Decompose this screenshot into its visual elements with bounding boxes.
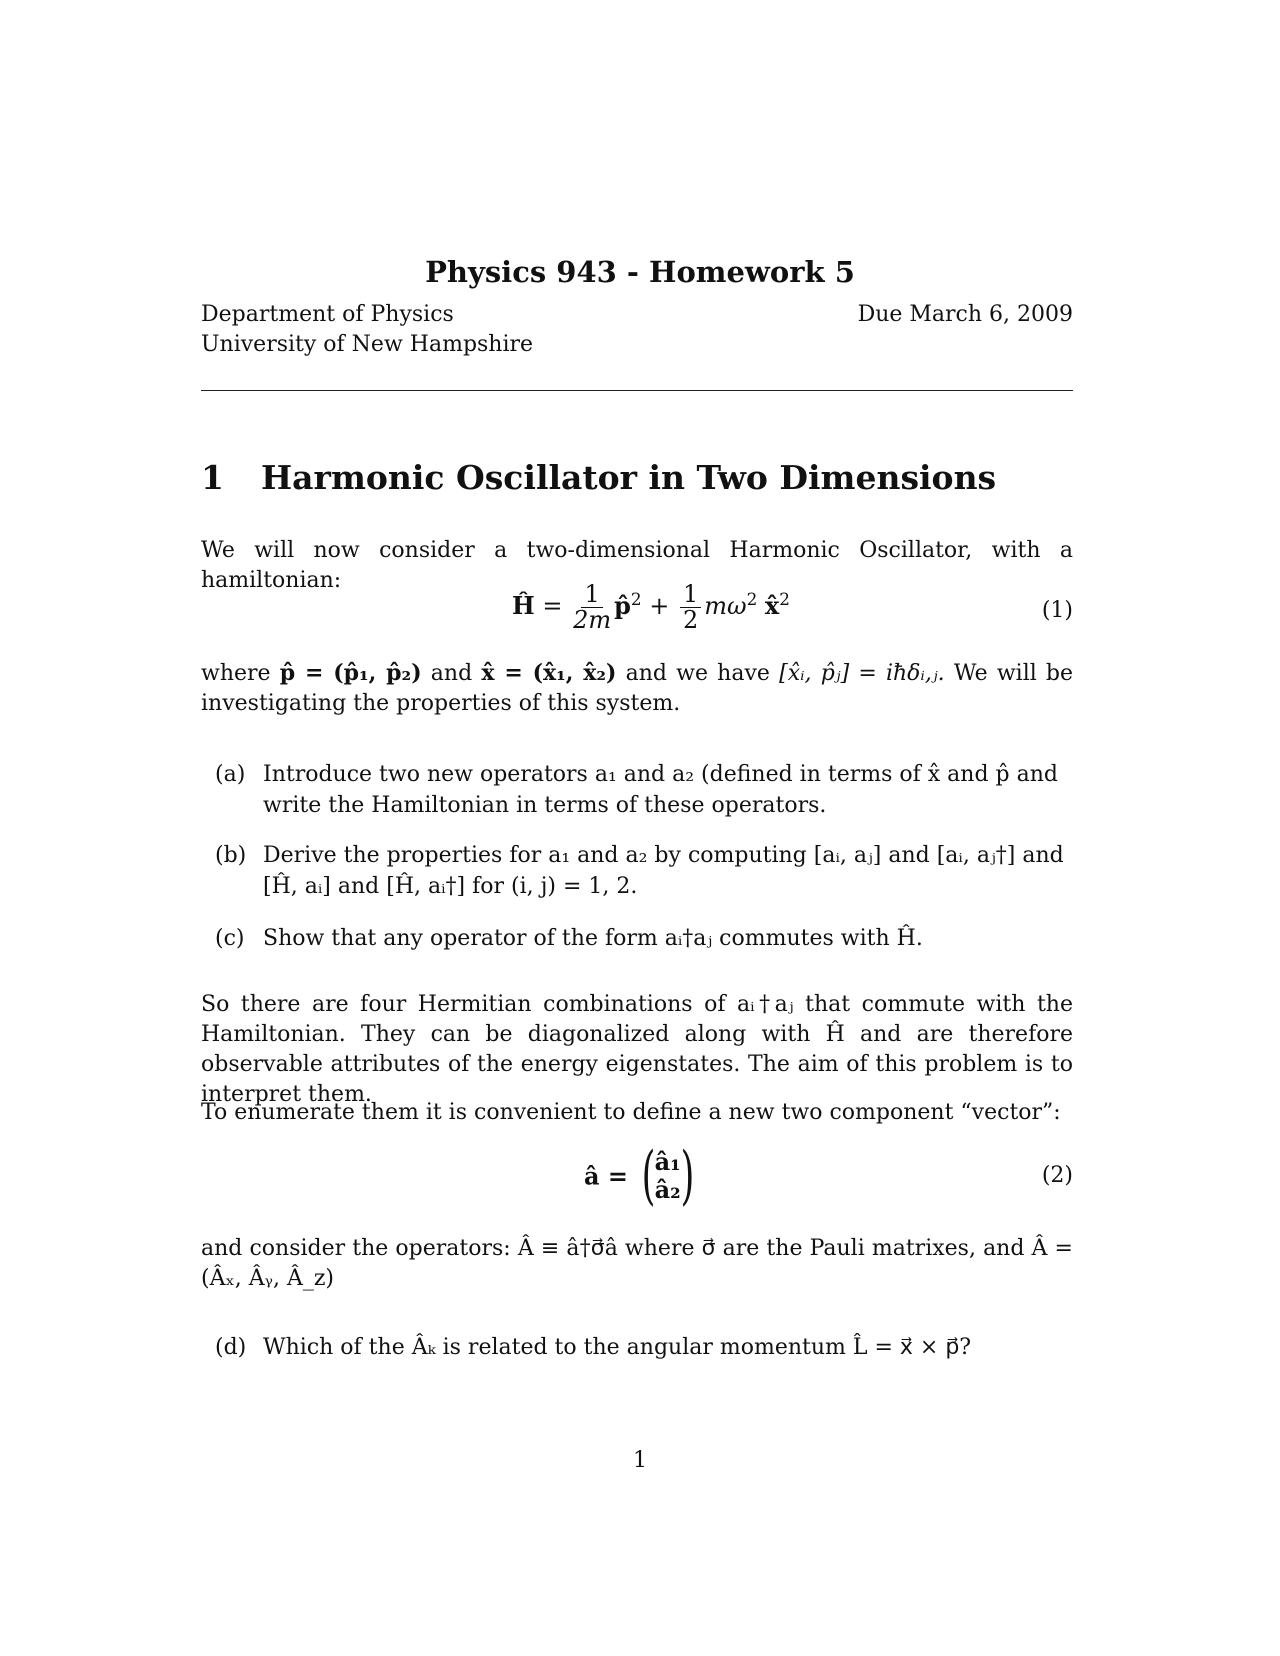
right-paren: ) bbox=[680, 1139, 695, 1213]
eq1-lhs: Ĥ bbox=[512, 591, 535, 621]
where-text-3: and we have bbox=[625, 661, 770, 686]
page-title: Physics 943 - Homework 5 bbox=[425, 255, 855, 289]
section-number: 1 bbox=[201, 458, 224, 497]
header-divider bbox=[201, 390, 1073, 391]
section-title: Harmonic Oscillator in Two Dimensions bbox=[261, 458, 997, 497]
where-text-2: and bbox=[430, 661, 473, 686]
item-text: Which of the Âₖ is related to the angular momentum L̂ = x⃗ × p⃗? bbox=[263, 1335, 972, 1360]
eq1-frac2-num: 1 bbox=[680, 582, 701, 608]
eq1-x-exponent: 2 bbox=[779, 589, 790, 610]
list-item bbox=[215, 1332, 1073, 1363]
item-label: (d) bbox=[215, 1335, 247, 1360]
where-text-4: We will be investigating the properties of this system. bbox=[201, 661, 1074, 716]
equation-2-number: (2) bbox=[1041, 1163, 1073, 1188]
item-label: (c) bbox=[215, 926, 245, 951]
eq2-column-vector bbox=[636, 1139, 700, 1213]
commutator-relation: [x̂ᵢ, p̂ⱼ] = iħδᵢ,ⱼ. bbox=[779, 661, 945, 686]
eq1-frac1-num: 1 bbox=[581, 582, 602, 608]
eq1-x-term: x̂ bbox=[764, 591, 780, 621]
equation-2 bbox=[584, 1139, 700, 1213]
item-label: (b) bbox=[215, 843, 247, 868]
university-label: University of New Hampshire bbox=[201, 332, 534, 357]
hermitian-paragraph: So there are four Hermitian combinations of aᵢ†aⱼ that commute with the Hamiltonian. They can be diagonalized along with Ĥ and are therefore observable attributes of the energy eigenstates. The aim of this problem is to interpret them. bbox=[201, 992, 1073, 1107]
left-paren: ( bbox=[641, 1139, 656, 1213]
eq1-fraction-1 bbox=[573, 582, 611, 633]
eq1-p-term: p̂ bbox=[614, 591, 631, 621]
department-label: Department of Physics bbox=[201, 302, 454, 327]
eq1-m-omega: mω bbox=[704, 592, 747, 621]
where-paragraph bbox=[201, 658, 1073, 719]
section-heading bbox=[201, 458, 996, 497]
page-number: 1 bbox=[633, 1448, 647, 1473]
p-definition: p̂ = (p̂₁, p̂₂) bbox=[279, 660, 422, 686]
equation-1 bbox=[512, 582, 790, 633]
eq1-fraction-2 bbox=[680, 582, 701, 633]
item-text: Show that any operator of the form aᵢ†aⱼ commutes with Ĥ. bbox=[263, 926, 923, 951]
x-definition: x̂ = (x̂₁, x̂₂) bbox=[481, 660, 617, 686]
operators-paragraph: and consider the operators: Â ≡ â†σ⃗â where σ⃗ are the Pauli matrixes, and Â = (Âₓ, Âᵧ, Â_z) bbox=[201, 1236, 1073, 1291]
eq1-frac1-den: 2m bbox=[573, 606, 612, 635]
eq2-lhs: â = bbox=[584, 1161, 629, 1191]
eq1-omega-exponent: 2 bbox=[746, 589, 758, 610]
eq1-frac2-den: 2 bbox=[682, 606, 699, 635]
list-item bbox=[215, 759, 1073, 821]
equation-1-number: (1) bbox=[1041, 598, 1073, 623]
item-text: Introduce two new operators a₁ and a₂ (defined in terms of x̂ and p̂ and write the Hamiltonian in terms of these operators. bbox=[263, 762, 1058, 818]
vector-entries bbox=[655, 1148, 681, 1204]
vector-entry-1: â₁ bbox=[654, 1147, 681, 1176]
eq1-p-exponent: 2 bbox=[630, 589, 642, 610]
vector-intro-paragraph: To enumerate them it is convenient to define a new two component “vector”: bbox=[201, 1100, 1061, 1125]
intro-paragraph: We will now consider a two-dimensional Harmonic Oscillator, with a hamiltonian: bbox=[201, 538, 1073, 593]
vector-entry-2: â₂ bbox=[654, 1175, 681, 1204]
list-item bbox=[215, 923, 1073, 954]
eq1-equals: = bbox=[542, 592, 563, 621]
where-text-1: where bbox=[201, 661, 271, 686]
item-text: Derive the properties for a₁ and a₂ by computing [aᵢ, aⱼ] and [aᵢ, aⱼ†] and [Ĥ, aᵢ] and [Ĥ, aᵢ†] for (i, j) = 1, 2. bbox=[263, 843, 1064, 899]
eq1-plus: + bbox=[649, 592, 670, 621]
item-label: (a) bbox=[215, 762, 246, 787]
due-date: Due March 6, 2009 bbox=[857, 302, 1073, 327]
list-item bbox=[215, 840, 1073, 902]
